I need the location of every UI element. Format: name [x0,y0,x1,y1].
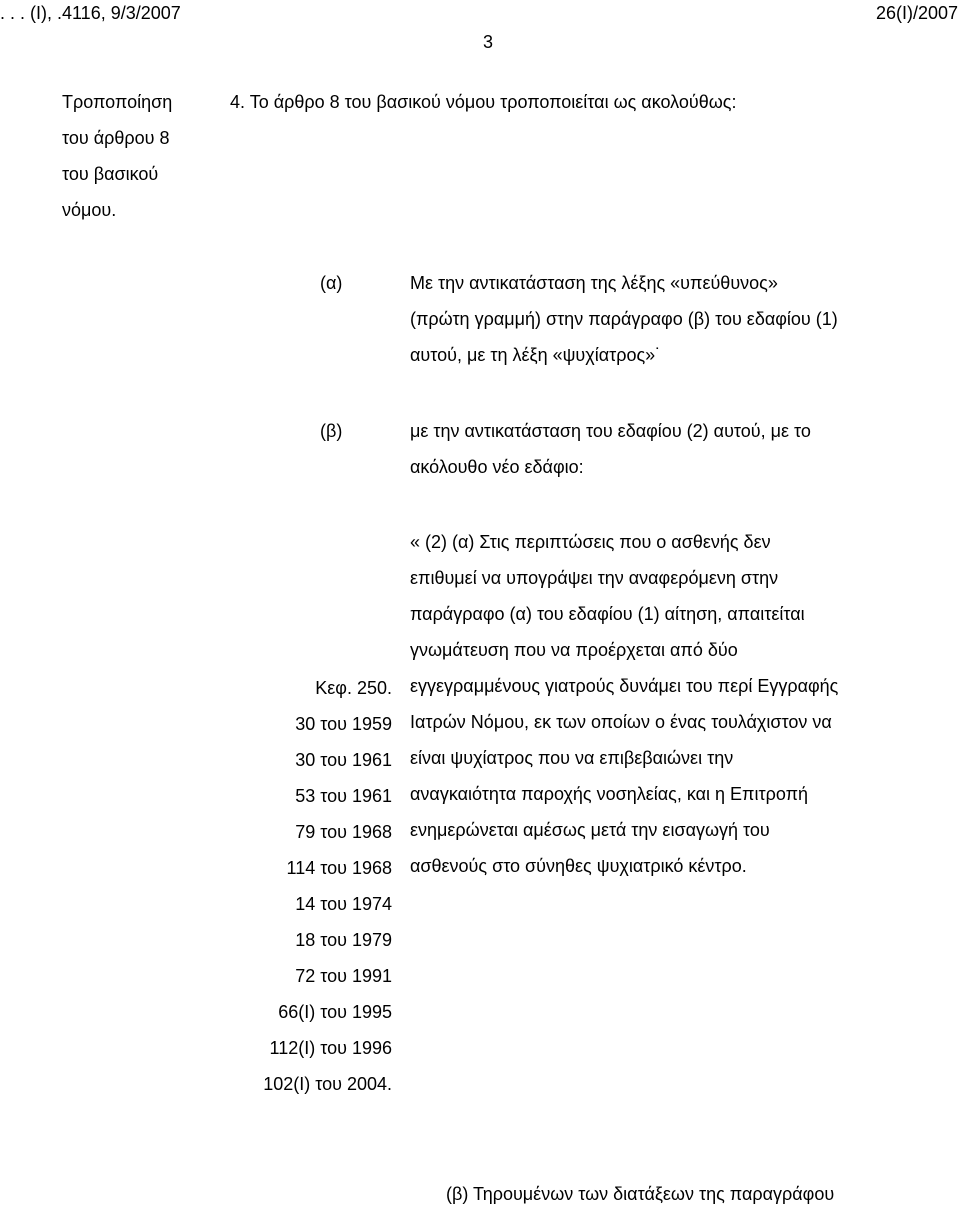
citation-line: 30 του 1959 [295,714,392,734]
citation-line: 79 του 1968 [295,822,392,842]
citation-line: 112(Ι) του 1996 [269,1038,392,1058]
margin-title-line: Τροποποίηση [62,92,173,112]
quote-line: αναγκαιότητα παροχής νοσηλείας, και η Επιτροπή [410,784,809,804]
citation-line: 102(Ι) του 2004. [263,1074,392,1094]
citation-line: 53 του 1961 [295,786,392,806]
item-line: Με την αντικατάσταση της λέξης «υπεύθυνος» [410,273,778,293]
quote-line: ενημερώνεται αμέσως μετά την εισαγωγή του [410,820,770,840]
quote-line: Ιατρών Νόμου, εκ των οποίων ο ένας τουλάχιστον να [410,712,832,732]
citation-line: 66(Ι) του 1995 [278,1002,392,1022]
citation-line: Κεφ. 250. [315,678,392,698]
margin-title-line: νόμου. [62,200,117,220]
margin-title-line: του άρθρου 8 [62,128,170,148]
item-text-a [410,272,838,380]
item-label-b: (β) [320,421,343,441]
section-text: 4. Το άρθρο 8 του βασικού νόμου τροποποιείται ως ακολούθως: [230,92,737,112]
item-line: με την αντικατάσταση του εδαφίου (2) αυτού, με το [410,421,811,441]
footer-text: (β) Τηρουμένων των διατάξεων της παραγράφου [446,1184,835,1204]
margin-title [62,91,172,235]
item-line: (πρώτη γραμμή) στην παράγραφο (β) του εδαφίου (1) [410,309,838,329]
margin-title-line: του βασικού [62,164,159,184]
item-text-b [410,420,811,492]
header-right: 26(Ι)/2007 [875,3,958,23]
item-label-a: (α) [320,273,343,293]
item-line: ακόλουθο νέο εδάφιο: [410,457,584,477]
legal-citations [263,677,392,1109]
citation-line: 14 του 1974 [295,894,392,914]
citation-line: 114 του 1968 [286,858,392,878]
quote-line: εγγεγραμμένους γιατρούς δυνάμει του περί Εγγραφής [410,676,839,696]
quote-line: ασθενούς στο σύνηθες ψυχιατρικό κέντρο. [410,856,747,876]
page-number: 3 [483,32,494,52]
citation-line: 30 του 1961 [295,750,392,770]
item-line: αυτού, με τη λέξη «ψυχίατρος»˙ [410,345,662,365]
citation-line: 72 του 1991 [295,966,392,986]
quote-line: επιθυμεί να υπογράψει την αναφερόμενη στην [410,568,779,588]
quote-line: παράγραφο (α) του εδαφίου (1) αίτηση, απαιτείται [410,604,805,624]
quote-line: γνωμάτευση που να προέρχεται από δύο [410,640,738,660]
quoted-subsection [410,531,838,891]
citation-line: 18 του 1979 [295,930,392,950]
quote-line: είναι ψυχίατρος που να επιβεβαιώνει την [410,748,734,768]
header-left: . . . (Ι), .4116, 9/3/2007 [0,3,181,23]
quote-line: « (2) (α) Στις περιπτώσεις που ο ασθενής δεν [410,532,771,552]
